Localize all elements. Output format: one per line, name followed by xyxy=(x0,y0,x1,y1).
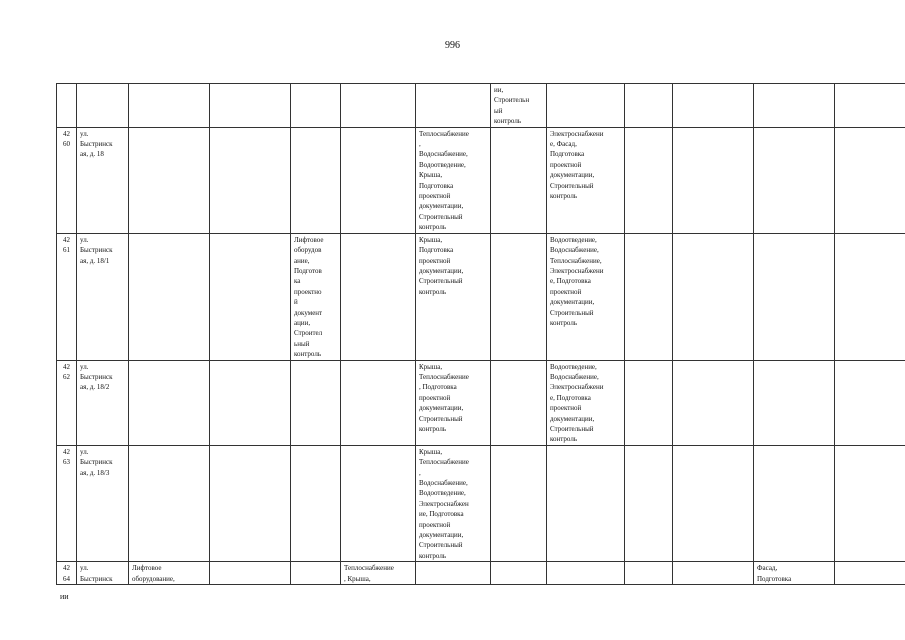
table-cell xyxy=(625,233,673,360)
address-cell: ул. Быстринск ая, д. 18/3 xyxy=(77,445,129,561)
page-number: 996 xyxy=(445,40,460,51)
table-cell: Теплоснабжение , Крыша, xyxy=(341,562,416,585)
table-cell: Лифтовое оборудов ание, Подготов ка проектно й документ ации, Строител ьный контроль xyxy=(291,233,341,360)
row-number-cell: 42 60 xyxy=(57,127,77,233)
table-cell xyxy=(291,127,341,233)
table-cell xyxy=(129,127,210,233)
table-cell xyxy=(835,84,905,128)
table-cell xyxy=(341,127,416,233)
repair-schedule-table xyxy=(56,83,905,585)
table-cell xyxy=(547,84,625,128)
table-row xyxy=(57,445,905,561)
row-number-cell: 42 62 xyxy=(57,360,77,445)
table-cell xyxy=(210,127,291,233)
table-cell xyxy=(625,562,673,585)
table-cell xyxy=(129,233,210,360)
table-cell xyxy=(491,445,547,561)
table-cell xyxy=(835,127,905,233)
table-cell xyxy=(416,84,491,128)
table-cell: Крыша, Теплоснабжение , Водоснабжение, Водоотведение, Электроснабжен ие, Подготовка проектной документации, Строительный контроль xyxy=(416,445,491,561)
table-cell xyxy=(210,84,291,128)
table-cell xyxy=(754,360,835,445)
table-cell xyxy=(341,233,416,360)
table-cell xyxy=(210,562,291,585)
footer-text: ии xyxy=(60,592,69,601)
table-cell xyxy=(491,562,547,585)
table-cell xyxy=(491,127,547,233)
table-cell xyxy=(835,562,905,585)
table-cell xyxy=(341,84,416,128)
table-cell xyxy=(491,360,547,445)
address-cell xyxy=(77,84,129,128)
table-cell xyxy=(625,127,673,233)
table-cell xyxy=(291,360,341,445)
table-row xyxy=(57,127,905,233)
table-cell: Водоотведение, Водоснабжение, Теплоснабжение, Электроснабжени е, Подготовка проектной документации, Строительный контроль xyxy=(547,233,625,360)
table-cell: Крыша, Теплоснабжение , Подготовка проектной документации, Строительный контроль xyxy=(416,360,491,445)
table-row xyxy=(57,84,905,128)
address-cell: ул. Быстринск xyxy=(77,562,129,585)
table-cell xyxy=(754,233,835,360)
address-cell: ул. Быстринск ая, д. 18/2 xyxy=(77,360,129,445)
table-cell xyxy=(835,233,905,360)
table-cell xyxy=(754,127,835,233)
table-cell xyxy=(754,84,835,128)
table-cell xyxy=(291,445,341,561)
table-cell xyxy=(547,562,625,585)
table-cell: Крыша, Подготовка проектной документации, Строительный контроль xyxy=(416,233,491,360)
table-cell xyxy=(491,233,547,360)
table-cell: ии, Строительн ый контроль xyxy=(491,84,547,128)
table-cell xyxy=(341,445,416,561)
table-cell xyxy=(210,445,291,561)
table-cell xyxy=(835,445,905,561)
table-cell: Водоотведение, Водоснабжение, Электроснабжени е, Подготовка проектной документации, Строительный контроль xyxy=(547,360,625,445)
table-cell xyxy=(673,562,754,585)
row-number-cell: 42 61 xyxy=(57,233,77,360)
table-cell: Лифтовое оборудование, xyxy=(129,562,210,585)
table-cell: Электроснабжени е, Фасад, Подготовка проектной документации, Строительный контроль xyxy=(547,127,625,233)
table-row xyxy=(57,233,905,360)
table-cell xyxy=(673,233,754,360)
table-cell xyxy=(625,445,673,561)
table-cell xyxy=(625,360,673,445)
table-cell xyxy=(673,445,754,561)
row-number-cell: 42 63 xyxy=(57,445,77,561)
row-number-cell xyxy=(57,84,77,128)
table-cell xyxy=(129,84,210,128)
table-cell xyxy=(291,84,341,128)
table-cell: Фасад, Подготовка xyxy=(754,562,835,585)
table-cell: Теплоснабжение , Водоснабжение, Водоотведение, Крыша, Подготовка проектной документации, Строительный контроль xyxy=(416,127,491,233)
table-cell xyxy=(547,445,625,561)
table-cell xyxy=(673,360,754,445)
table-cell xyxy=(129,360,210,445)
table-cell xyxy=(416,562,491,585)
address-cell: ул. Быстринск ая, д. 18 xyxy=(77,127,129,233)
table-row xyxy=(57,562,905,585)
table-cell xyxy=(754,445,835,561)
address-cell: ул. Быстринск ая, д. 18/1 xyxy=(77,233,129,360)
row-number-cell: 42 64 xyxy=(57,562,77,585)
table-cell xyxy=(210,360,291,445)
table-row xyxy=(57,360,905,445)
table-cell xyxy=(625,84,673,128)
table-cell xyxy=(673,127,754,233)
table-cell xyxy=(210,233,291,360)
table-cell xyxy=(341,360,416,445)
table-cell xyxy=(673,84,754,128)
table-cell xyxy=(835,360,905,445)
table-cell xyxy=(291,562,341,585)
table-cell xyxy=(129,445,210,561)
